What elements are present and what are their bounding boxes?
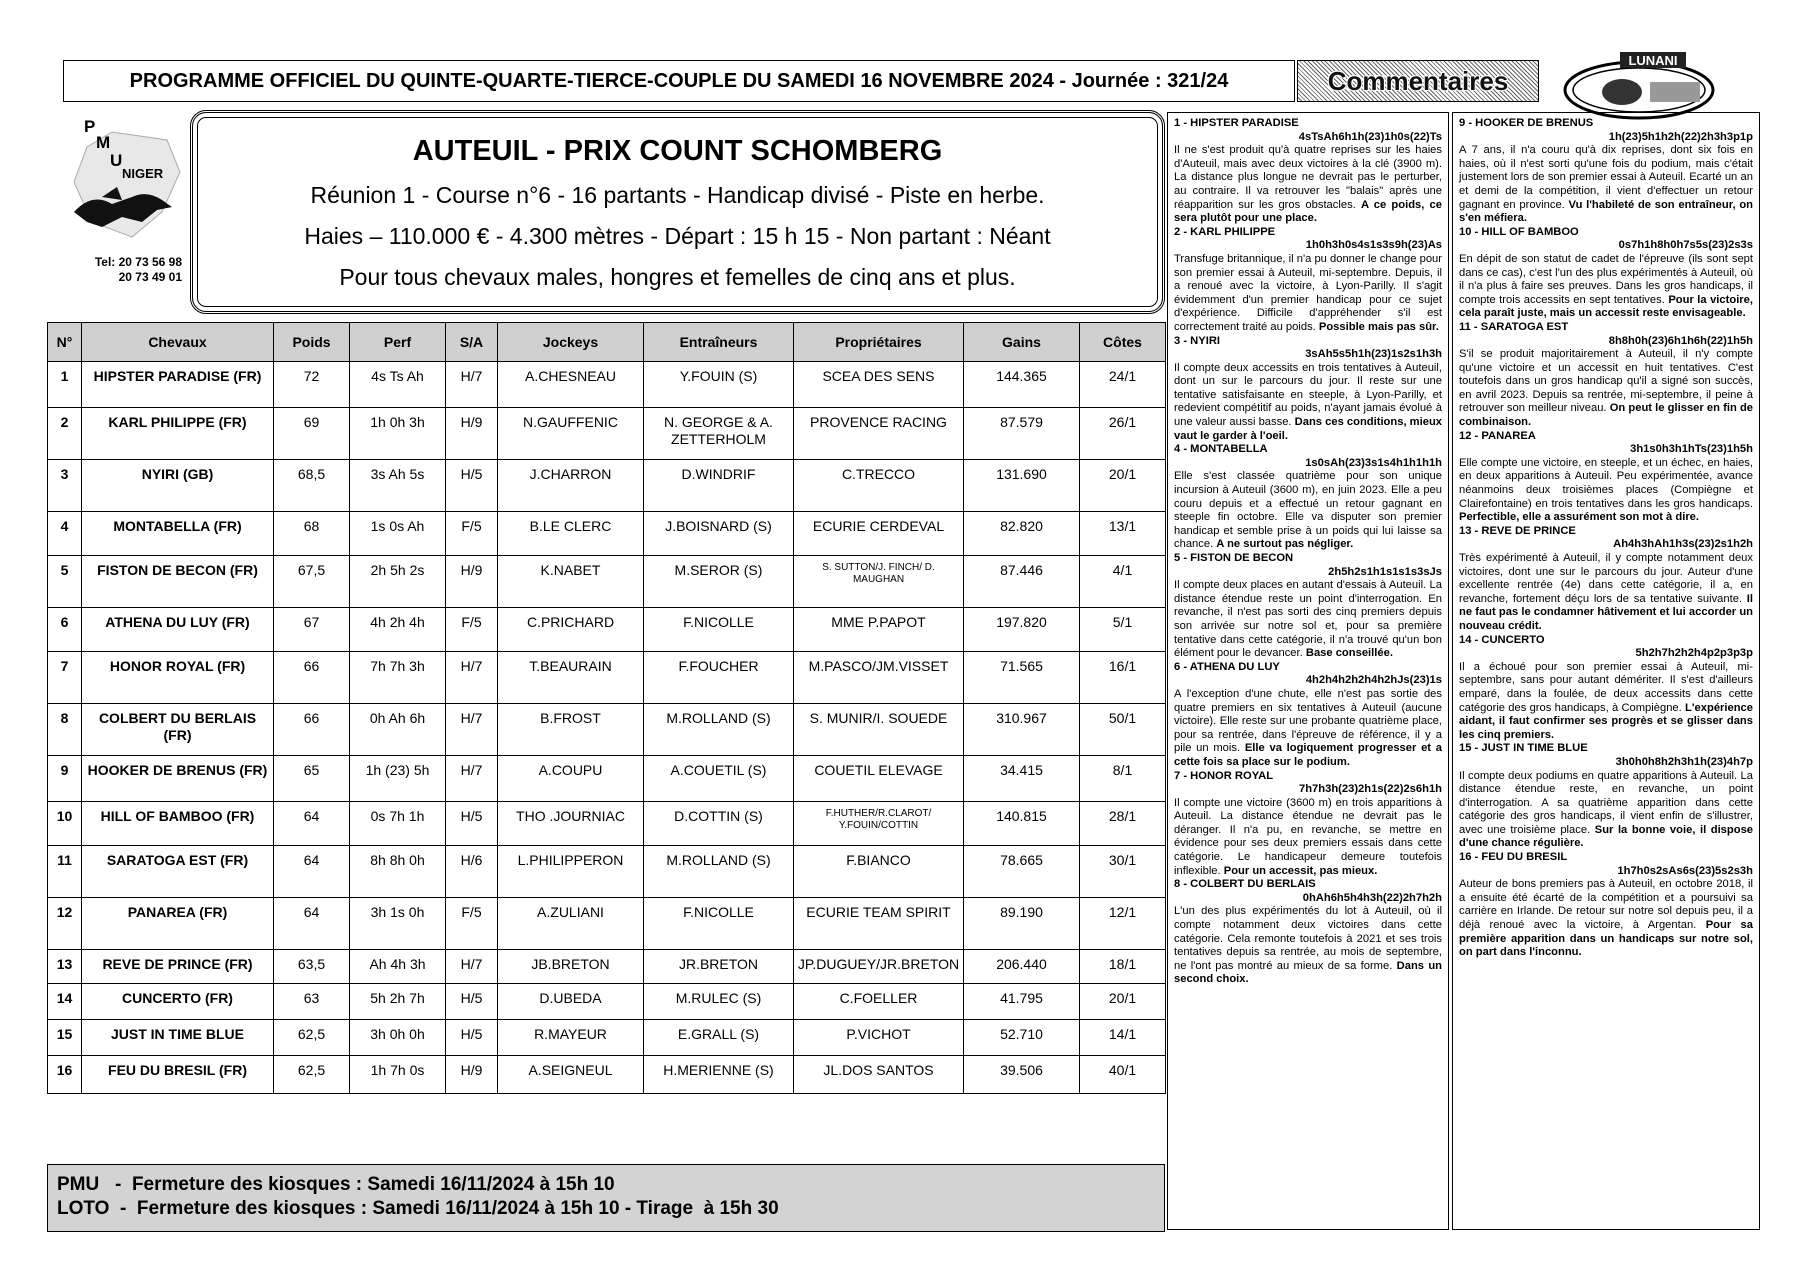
runner-number-cell: 7 [48,652,82,704]
trainer-cell: M.ROLLAND (S) [644,704,794,756]
horse-name-cell: CUNCERTO (FR) [82,984,274,1020]
table-row [48,512,1166,556]
weight-cell: 63 [274,984,350,1020]
pmu-closing-line: PMU - Fermeture des kiosques : Samedi 16/11/2024 à 15h 10 [57,1174,615,1195]
comment-conclusion: Pour la victoire, cela paraît juste, mais un accessit reste envisageable. [1459,293,1753,320]
horse-name-cell: COLBERT DU BERLAIS (FR) [82,704,274,756]
owner-cell: JP.DUGUEY/JR.BRETON [794,950,964,984]
odds-cell: 20/1 [1080,460,1166,512]
odds-cell: 30/1 [1080,846,1166,898]
comment-text: Auteur de bons premiers pas à Auteuil, en octobre 2018, il a ensuite été écarté de la compétition et a poursuivi sa carrière en Irlande. De retour sur notre sol depuis peu, il a déjà renoué avec la victoire, à Argentan. [1459,878,1753,932]
owner-cell: S. SUTTON/J. FINCH/ D. MAUGHAN [794,556,964,608]
jockey-cell: A.COUPU [498,756,644,802]
weight-cell: 69 [274,408,350,460]
runner-number-cell: 10 [48,802,82,846]
table-row [48,802,1166,846]
column-header: Poids [274,323,350,362]
comment-horse-title: 1 - HIPSTER PARADISE [1174,117,1299,129]
odds-cell: 8/1 [1080,756,1166,802]
trainer-cell: H.MERIENNE (S) [644,1056,794,1094]
owner-cell: COUETIL ELEVAGE [794,756,964,802]
comment-text: En dépit de son statut de cadet de l'épreuve (ils sont sept dans ce cas), c'est l'un des plus expérimentés à Auteuil, où il n'a plus à faire ses preuves. Dans les gros handicaps, il compte trois accessits en sept tentatives. [1459,252,1753,306]
horse-name-cell: ATHENA DU LUY (FR) [82,608,274,652]
weight-cell: 64 [274,802,350,846]
horse-name-cell: JUST IN TIME BLUE [82,1020,274,1056]
table-row [48,704,1166,756]
earnings-cell: 140.815 [964,802,1080,846]
runners-table-wrapper [47,322,1165,1094]
comments-column-left [1167,112,1449,1230]
earnings-cell: 206.440 [964,950,1080,984]
earnings-cell: 34.415 [964,756,1080,802]
comment-entry [1459,742,1753,851]
comment-perf-string: 0s7h1h8h0h7s5s(23)2s3s [1618,239,1753,252]
odds-cell: 18/1 [1080,950,1166,984]
race-details-line3: Pour tous chevaux males, hongres et femelles de cinq ans et plus. [339,264,1016,290]
comment-horse-title: 8 - COLBERT DU BERLAIS [1174,878,1316,891]
comment-text: Il compte deux places en autant d'essais à Auteuil. La distance étendue reste un point d'interrogation. En revanche, il n'est pas sorti des cinq premiers depuis son arrivée sur notre sol et, pour sa première tentative dans cette catégorie, il n'a trouvé qu'un bon élément pour le devancer. [1174,579,1442,660]
performance-cell: Ah 4h 3h [350,950,446,984]
comment-conclusion: Sur la bonne voie, il dispose d'une chance régulière. [1459,823,1754,850]
commentaires-label: Commentaires [1327,65,1509,96]
table-row [48,898,1166,950]
comment-conclusion: Possible mais pas sûr. [1318,320,1439,333]
comments-column-right [1452,112,1760,1230]
horse-name-cell: KARL PHILIPPE (FR) [82,408,274,460]
trainer-cell: F.NICOLLE [644,608,794,652]
trainer-cell: D.WINDRIF [644,460,794,512]
weight-cell: 63,5 [274,950,350,984]
trainer-cell: M.RULEC (S) [644,984,794,1020]
jockey-cell: A.CHESNEAU [498,362,644,408]
weight-cell: 64 [274,898,350,950]
column-header: N° [48,323,82,362]
svg-text:M: M [96,133,111,152]
odds-cell: 26/1 [1080,408,1166,460]
table-row [48,556,1166,608]
comment-entry [1174,770,1442,879]
jockey-cell: THO .JOURNIAC [498,802,644,846]
column-header: Propriétaires [794,323,964,362]
owner-cell: M.PASCO/JM.VISSET [794,652,964,704]
comment-perf-string: 8h8h0h(23)6h1h6h(22)1h5h [1608,334,1753,347]
runner-number-cell: 6 [48,608,82,652]
comment-text: Très expérimenté à Auteuil, il y compte notamment deux victoires, dont une sur le parcours du jour. Auteur d'une excellente rentrée (4e) dans cette catégorie, il a, en revanche, fortement déçu lors de sa tentative suivante. [1459,552,1753,605]
programme-title: PROGRAMME OFFICIEL DU QUINTE-QUARTE-TIERCE-COUPLE DU SAMEDI 16 NOVEMBRE 2024 - Journée : 321/24 [129,69,1229,92]
owner-cell: ECURIE TEAM SPIRIT [794,898,964,950]
comment-conclusion: Pour un accessit, pas mieux. [1223,864,1378,877]
earnings-cell: 41.795 [964,984,1080,1020]
jockey-cell: J.CHARRON [498,460,644,512]
weight-cell: 72 [274,362,350,408]
comment-perf-string: 3h1s0h3h1hTs(23)1h5h [1630,443,1753,456]
trainer-cell: F.FOUCHER [644,652,794,704]
comment-perf-string: 1h7h0s2sAs6s(23)5s2s3h [1617,864,1753,877]
earnings-cell: 87.579 [964,408,1080,460]
sex-age-cell: H/7 [446,756,498,802]
jockey-cell: A.ZULIANI [498,898,644,950]
owner-cell: P.VICHOT [794,1020,964,1056]
comment-horse-title: 14 - CUNCERTO [1459,633,1545,646]
comment-perf-string: 3h0h0h8h2h3h1h(23)4h7p [1615,755,1753,768]
earnings-cell: 82.820 [964,512,1080,556]
earnings-cell: 39.506 [964,1056,1080,1094]
runner-number-cell: 9 [48,756,82,802]
comment-text: Il a échoué pour son premier essai à Auteuil, mi-septembre, sans pour autant démériter. Il s'est d'ailleurs emparé, dans la foulée, de deux accessits dans cette catégorie des gros handicaps, à Compiègne. [1459,660,1753,714]
horse-name-cell: HIPSTER PARADISE (FR) [82,362,274,408]
comment-conclusion: Dans un second choix. [1174,959,1443,986]
owner-cell: F.BIANCO [794,846,964,898]
comment-text: Transfuge britannique, il n'a pu donner le change pour son premier essai à Auteuil, mi-septembre. Depuis, il a renoué avec la victoire, à Lyon-Parilly. Il s'agit évidemment d'un premier handicap pour ce sujet d'expérience. Difficile d'appréhender s'il est correctement traité au poids. [1174,252,1442,333]
comment-conclusion: Perfectible, elle a assurément son mot à dire. [1459,511,1700,524]
performance-cell: 3h 0h 0h [350,1020,446,1056]
runner-number-cell: 3 [48,460,82,512]
trainer-cell: M.SEROR (S) [644,556,794,608]
comment-text: Il ne s'est produit qu'à quatre reprises sur les haies d'Auteuil, mais avec deux victoires à la clé (3900 m). La distance plus longue ne devrait pas le perturber, au contraire. Il va retrouver les "balais" après une réapparition sur les gros obstacles. [1174,144,1442,211]
odds-cell: 12/1 [1080,898,1166,950]
comment-entry [1174,335,1442,444]
comment-perf-string: 4sTsAh6h1h(23)1h0s(22)Ts [1298,130,1442,143]
comment-text: A 7 ans, il n'a couru qu'à dix reprises, dont six fois en haies, où il n'est sorti qu'une fois du podium, mais c'était justement lors de son premier essai à Auteuil. Ecarté un an et demi de la compétition, il vient d'effectuer un retour gagnant en province. [1459,144,1753,211]
comment-text: Il compte deux accessits en trois tentatives à Auteuil, dont un sur le parcours du jour. Il reste sur une tentative satisfaisante en steeple, à Lyon-Parilly, et redevient compétitif au poids, n'ayant jamais évolué à une valeur aussi basse. [1174,361,1442,429]
sex-age-cell: H/9 [446,556,498,608]
comment-conclusion: Il ne faut pas le condamner hâtivement et lui accorder un nouveau crédit. [1459,592,1754,632]
sex-age-cell: H/5 [446,802,498,846]
performance-cell: 3h 1s 0h [350,898,446,950]
comment-conclusion: Base conseillée. [1305,647,1393,660]
owner-cell: C.FOELLER [794,984,964,1020]
comment-horse-title: 4 - MONTABELLA [1174,443,1268,456]
table-row [48,362,1166,408]
trainer-cell: F.NICOLLE [644,898,794,950]
runner-number-cell: 14 [48,984,82,1020]
earnings-cell: 71.565 [964,652,1080,704]
performance-cell: 1h 0h 3h [350,408,446,460]
race-details-line1: Réunion 1 - Course n°6 - 16 partants - Handicap divisé - Piste en herbe. [310,182,1045,208]
performance-cell: 2h 5h 2s [350,556,446,608]
performance-cell: 0h Ah 6h [350,704,446,756]
jockey-cell: A.SEIGNEUL [498,1056,644,1094]
comment-text: Il compte une victoire (3600 m) en trois apparitions à Auteuil. La distance étendue ne devrait pas le déranger. Il n'a pu, en revanche, se mettre en évidence pour ses deux premiers essais dans cette catégorie. Le handicapeur demeure toutefois inflexible. [1174,796,1442,877]
horse-name-cell: HOOKER DE BRENUS (FR) [82,756,274,802]
comment-horse-title: 5 - FISTON DE BECON [1174,552,1294,564]
column-header: Chevaux [82,323,274,362]
odds-cell: 20/1 [1080,984,1166,1020]
performance-cell: 5h 2h 7h [350,984,446,1020]
pmu-niger-logo [62,112,186,262]
runners-table [47,322,1166,1094]
owner-cell: MME P.PAPOT [794,608,964,652]
sex-age-cell: F/5 [446,608,498,652]
horse-name-cell: SARATOGA EST (FR) [82,846,274,898]
horse-name-cell: NYIRI (GB) [82,460,274,512]
race-title: AUTEUIL - PRIX COUNT SCHOMBERG [412,135,943,167]
svg-text:NIGER: NIGER [122,166,164,181]
runner-number-cell: 4 [48,512,82,556]
comment-entry [1459,321,1753,430]
column-header: Entraîneurs [644,323,794,362]
table-row [48,608,1166,652]
weight-cell: 66 [274,704,350,756]
runner-number-cell: 13 [48,950,82,984]
horse-name-cell: PANAREA (FR) [82,898,274,950]
comment-perf-string: 7h7h3h(23)2h1s(22)2s6h1h [1298,783,1442,796]
comment-horse-title: 3 - NYIRI [1174,334,1221,347]
comment-entry [1459,117,1753,226]
odds-cell: 28/1 [1080,802,1166,846]
performance-cell: 1h (23) 5h [350,756,446,802]
sex-age-cell: H/9 [446,408,498,460]
owner-cell: SCEA DES SENS [794,362,964,408]
programme-title-bar [63,60,1295,102]
phone-line-1: Tel: 20 73 56 98 [94,255,182,269]
odds-cell: 14/1 [1080,1020,1166,1056]
comment-conclusion: Pour sa première apparition dans un handicaps sur notre sol, on part dans l'inconnu. [1459,919,1753,959]
column-header: Jockeys [498,323,644,362]
jockey-cell: JB.BRETON [498,950,644,984]
runner-number-cell: 2 [48,408,82,460]
comment-horse-title: 10 - HILL OF BAMBOO [1459,225,1579,238]
performance-cell: 4s Ts Ah [350,362,446,408]
comment-perf-string: 5h2h7h2h2h4p2p3p3p [1635,647,1753,660]
comment-conclusion: Elle va logiquement progresser et a cette fois sa place sur le podium. [1174,742,1442,768]
comment-horse-title: 13 - REVE DE PRINCE [1459,524,1576,537]
earnings-cell: 310.967 [964,704,1080,756]
table-row [48,846,1166,898]
column-header: Gains [964,323,1080,362]
table-row [48,950,1166,984]
loto-closing-line: LOTO - Fermeture des kiosques : Samedi 16/11/2024 à 15h 10 - Tirage à 15h 30 [57,1198,779,1219]
trainer-cell: N. GEORGE & A. ZETTERHOLM [644,408,794,460]
comment-text: Elle compte une victoire, en steeple, et un échec, en haies, en deux apparitions à Auteuil. Peu expérimentée, avance néanmoins deux troisièmes places (Compiègne et Clairefontaine) en trois tentatives dans les gros handicaps. [1459,456,1753,510]
jockey-cell: C.PRICHARD [498,608,644,652]
comment-text: L'un des plus expérimentés du lot à Auteuil, où il compte notamment deux victoires dans cette catégorie. Cela remonte toutefois à 2021 et ses trois tentatives depuis sa rentrée, au mois de septembre, ne l'ont pas montré au mieux de sa forme. [1174,905,1442,972]
jockey-cell: T.BEAURAIN [498,652,644,704]
table-row [48,652,1166,704]
comment-horse-title: 16 - FEU DU BRESIL [1459,851,1568,864]
column-header: Côtes [1080,323,1166,362]
jockey-cell: B.FROST [498,704,644,756]
comment-text: Il compte deux podiums en quatre apparitions à Auteuil. La distance étendue reste, en revanche, un point d'interrogation. A sa quatrième apparition dans cette catégorie des gros handicaps, il vient enfin de s'illustrer, avec une troisième place. [1459,769,1753,836]
owner-cell: ECURIE CERDEVAL [794,512,964,556]
sex-age-cell: H/5 [446,1020,498,1056]
comment-conclusion: L'expérience aidant, il faut confirmer ses progrès et se glisser dans les cinq premiers. [1459,701,1754,741]
runner-number-cell: 15 [48,1020,82,1056]
runner-number-cell: 12 [48,898,82,950]
comment-entry [1174,443,1442,552]
sex-age-cell: F/5 [446,898,498,950]
odds-cell: 50/1 [1080,704,1166,756]
comment-perf-string: 2h5h2s1h1s1s1s3sJs [1328,565,1442,578]
table-row [48,1056,1166,1094]
comment-entry [1174,552,1442,661]
sex-age-cell: H/5 [446,984,498,1020]
column-header: Perf [350,323,446,362]
horse-name-cell: REVE DE PRINCE (FR) [82,950,274,984]
kiosk-closing-footer [47,1164,1165,1232]
comment-text: S'il se produit majoritairement à Auteuil, il n'y compte qu'une victoire et un accessit en huit tentatives. C'est toutefois dans un gros handicap qu'il a signé son succès, en avril 2023. Depuis sa rentrée, mi-septembre, il peine à retrouver son meilleur niveau. [1459,348,1753,415]
earnings-cell: 144.365 [964,362,1080,408]
weight-cell: 68,5 [274,460,350,512]
performance-cell: 7h 7h 3h [350,652,446,704]
sex-age-cell: H/5 [446,460,498,512]
trainer-cell: Y.FOUIN (S) [644,362,794,408]
trainer-cell: JR.BRETON [644,950,794,984]
comment-perf-string: 4h2h4h2h2h4h2hJs(23)1s [1305,674,1442,687]
trainer-cell: M.ROLLAND (S) [644,846,794,898]
earnings-cell: 89.190 [964,898,1080,950]
odds-cell: 4/1 [1080,556,1166,608]
comment-conclusion: Vu l'habileté de son entraîneur, on s'en méfiera. [1459,198,1754,225]
jockey-cell: B.LE CLERC [498,512,644,556]
sex-age-cell: H/7 [446,652,498,704]
comment-perf-string: Ah4h3hAh1h3s(23)2s1h2h [1613,538,1753,551]
commentaires-banner [1297,60,1539,102]
owner-cell: PROVENCE RACING [794,408,964,460]
phone-numbers [62,255,182,285]
comment-entry [1459,634,1753,743]
table-row [48,984,1166,1020]
runner-number-cell: 1 [48,362,82,408]
trainer-cell: J.BOISNARD (S) [644,512,794,556]
odds-cell: 5/1 [1080,608,1166,652]
jockey-cell: N.GAUFFENIC [498,408,644,460]
earnings-cell: 131.690 [964,460,1080,512]
comment-horse-title: 9 - HOOKER DE BRENUS [1459,117,1594,129]
earnings-cell: 87.446 [964,556,1080,608]
comment-conclusion: Dans ces conditions, mieux vaut le garder à l'oeil. [1174,416,1443,442]
comment-horse-title: 15 - JUST IN TIME BLUE [1459,742,1588,755]
performance-cell: 1h 7h 0s [350,1056,446,1094]
table-body [48,362,1166,1094]
performance-cell: 0s 7h 1h [350,802,446,846]
sex-age-cell: F/5 [446,512,498,556]
comment-conclusion: A ne surtout pas négliger. [1216,538,1354,551]
sex-age-cell: H/7 [446,704,498,756]
svg-text:P: P [84,117,96,136]
sex-age-cell: H/7 [446,950,498,984]
race-details-line2: Haies – 110.000 € - 4.300 mètres - Départ : 15 h 15 - Non partant : Néant [304,223,1051,249]
odds-cell: 16/1 [1080,652,1166,704]
sex-age-cell: H/9 [446,1056,498,1094]
horse-name-cell: MONTABELLA (FR) [82,512,274,556]
trainer-cell: A.COUETIL (S) [644,756,794,802]
comment-entry [1459,851,1753,960]
odds-cell: 13/1 [1080,512,1166,556]
comment-entry [1459,430,1753,525]
owner-cell: F.HUTHER/R.CLAROT/ Y.FOUIN/COTTIN [794,802,964,846]
owner-cell: C.TRECCO [794,460,964,512]
comment-horse-title: 2 - KARL PHILIPPE [1174,225,1276,238]
svg-text:LUNANI: LUNANI [1628,53,1678,68]
earnings-cell: 78.665 [964,846,1080,898]
owner-cell: S. MUNIR/I. SOUEDE [794,704,964,756]
comment-horse-title: 11 - SARATOGA EST [1459,320,1569,333]
horse-name-cell: FEU DU BRESIL (FR) [82,1056,274,1094]
runner-number-cell: 5 [48,556,82,608]
table-row [48,408,1166,460]
weight-cell: 62,5 [274,1056,350,1094]
race-info-box [190,110,1165,314]
comment-entry [1459,525,1753,634]
runner-number-cell: 8 [48,704,82,756]
horse-name-cell: HONOR ROYAL (FR) [82,652,274,704]
comment-entry [1174,226,1442,335]
weight-cell: 68 [274,512,350,556]
comment-entry [1174,117,1442,226]
performance-cell: 1s 0s Ah [350,512,446,556]
comment-horse-title: 7 - HONOR ROYAL [1174,769,1274,782]
runner-number-cell: 11 [48,846,82,898]
comment-perf-string: 0hAh6h5h4h3h(22)2h7h2h [1302,891,1442,904]
performance-cell: 3s Ah 5s [350,460,446,512]
horse-name-cell: HILL OF BAMBOO (FR) [82,802,274,846]
sex-age-cell: H/7 [446,362,498,408]
horse-name-cell: FISTON DE BECON (FR) [82,556,274,608]
sex-age-cell: H/6 [446,846,498,898]
comment-horse-title: 12 - PANAREA [1459,429,1536,442]
comment-perf-string: 3sAh5s5h1h(23)1s2s1h3h [1305,348,1442,361]
svg-text:U: U [110,151,123,170]
comment-text: A l'exception d'une chute, elle n'est pas sortie des quatre premiers en six tentatives à Auteuil (aucune victoire). Elle reste sur une probante quatrième place, pour sa rentrée, dans l'épreuve de référence, il y a pile un mois. [1174,687,1442,755]
performance-cell: 8h 8h 0h [350,846,446,898]
table-row [48,460,1166,512]
jockey-cell: L.PHILIPPERON [498,846,644,898]
comment-entry [1174,878,1442,987]
odds-cell: 24/1 [1080,362,1166,408]
comment-perf-string: 1s0sAh(23)3s1s4h1h1h1h [1305,456,1442,469]
earnings-cell: 52.710 [964,1020,1080,1056]
owner-cell: JL.DOS SANTOS [794,1056,964,1094]
weight-cell: 62,5 [274,1020,350,1056]
performance-cell: 4h 2h 4h [350,608,446,652]
comment-horse-title: 6 - ATHENA DU LUY [1174,660,1280,673]
comment-conclusion: On peut le glisser en fin de combinaison. [1459,402,1754,429]
comment-conclusion: A ce poids, ce sera plutôt pour une place. [1174,198,1442,225]
comment-perf-string: 1h(23)5h1h2h(22)2h3h3p1p [1608,130,1753,143]
weight-cell: 64 [274,846,350,898]
weight-cell: 67,5 [274,556,350,608]
weight-cell: 66 [274,652,350,704]
weight-cell: 65 [274,756,350,802]
weight-cell: 67 [274,608,350,652]
jockey-cell: R.MAYEUR [498,1020,644,1056]
comment-entry [1174,661,1442,770]
table-header-row [48,323,1166,362]
trainer-cell: D.COTTIN (S) [644,802,794,846]
runner-number-cell: 16 [48,1056,82,1094]
trainer-cell: E.GRALL (S) [644,1020,794,1056]
table-row [48,756,1166,802]
earnings-cell: 197.820 [964,608,1080,652]
jockey-cell: K.NABET [498,556,644,608]
odds-cell: 40/1 [1080,1056,1166,1094]
jockey-cell: D.UBEDA [498,984,644,1020]
table-row [48,1020,1166,1056]
phone-line-2: 20 73 49 01 [118,270,182,284]
comment-text: Elle s'est classée quatrième pour son unique incursion à Auteuil (3600 m), en juin 2023. Elle a peu couru depuis et a effectué un retour gagnant en steeple fin octobre. Elle va disputer son premier handicap et semble prise à un poids qui lui laisse sa chance. [1174,470,1442,551]
column-header: S/A [446,323,498,362]
comment-perf-string: 1h0h3h0s4s1s3s9h(23)As [1305,239,1442,252]
comment-entry [1459,226,1753,321]
